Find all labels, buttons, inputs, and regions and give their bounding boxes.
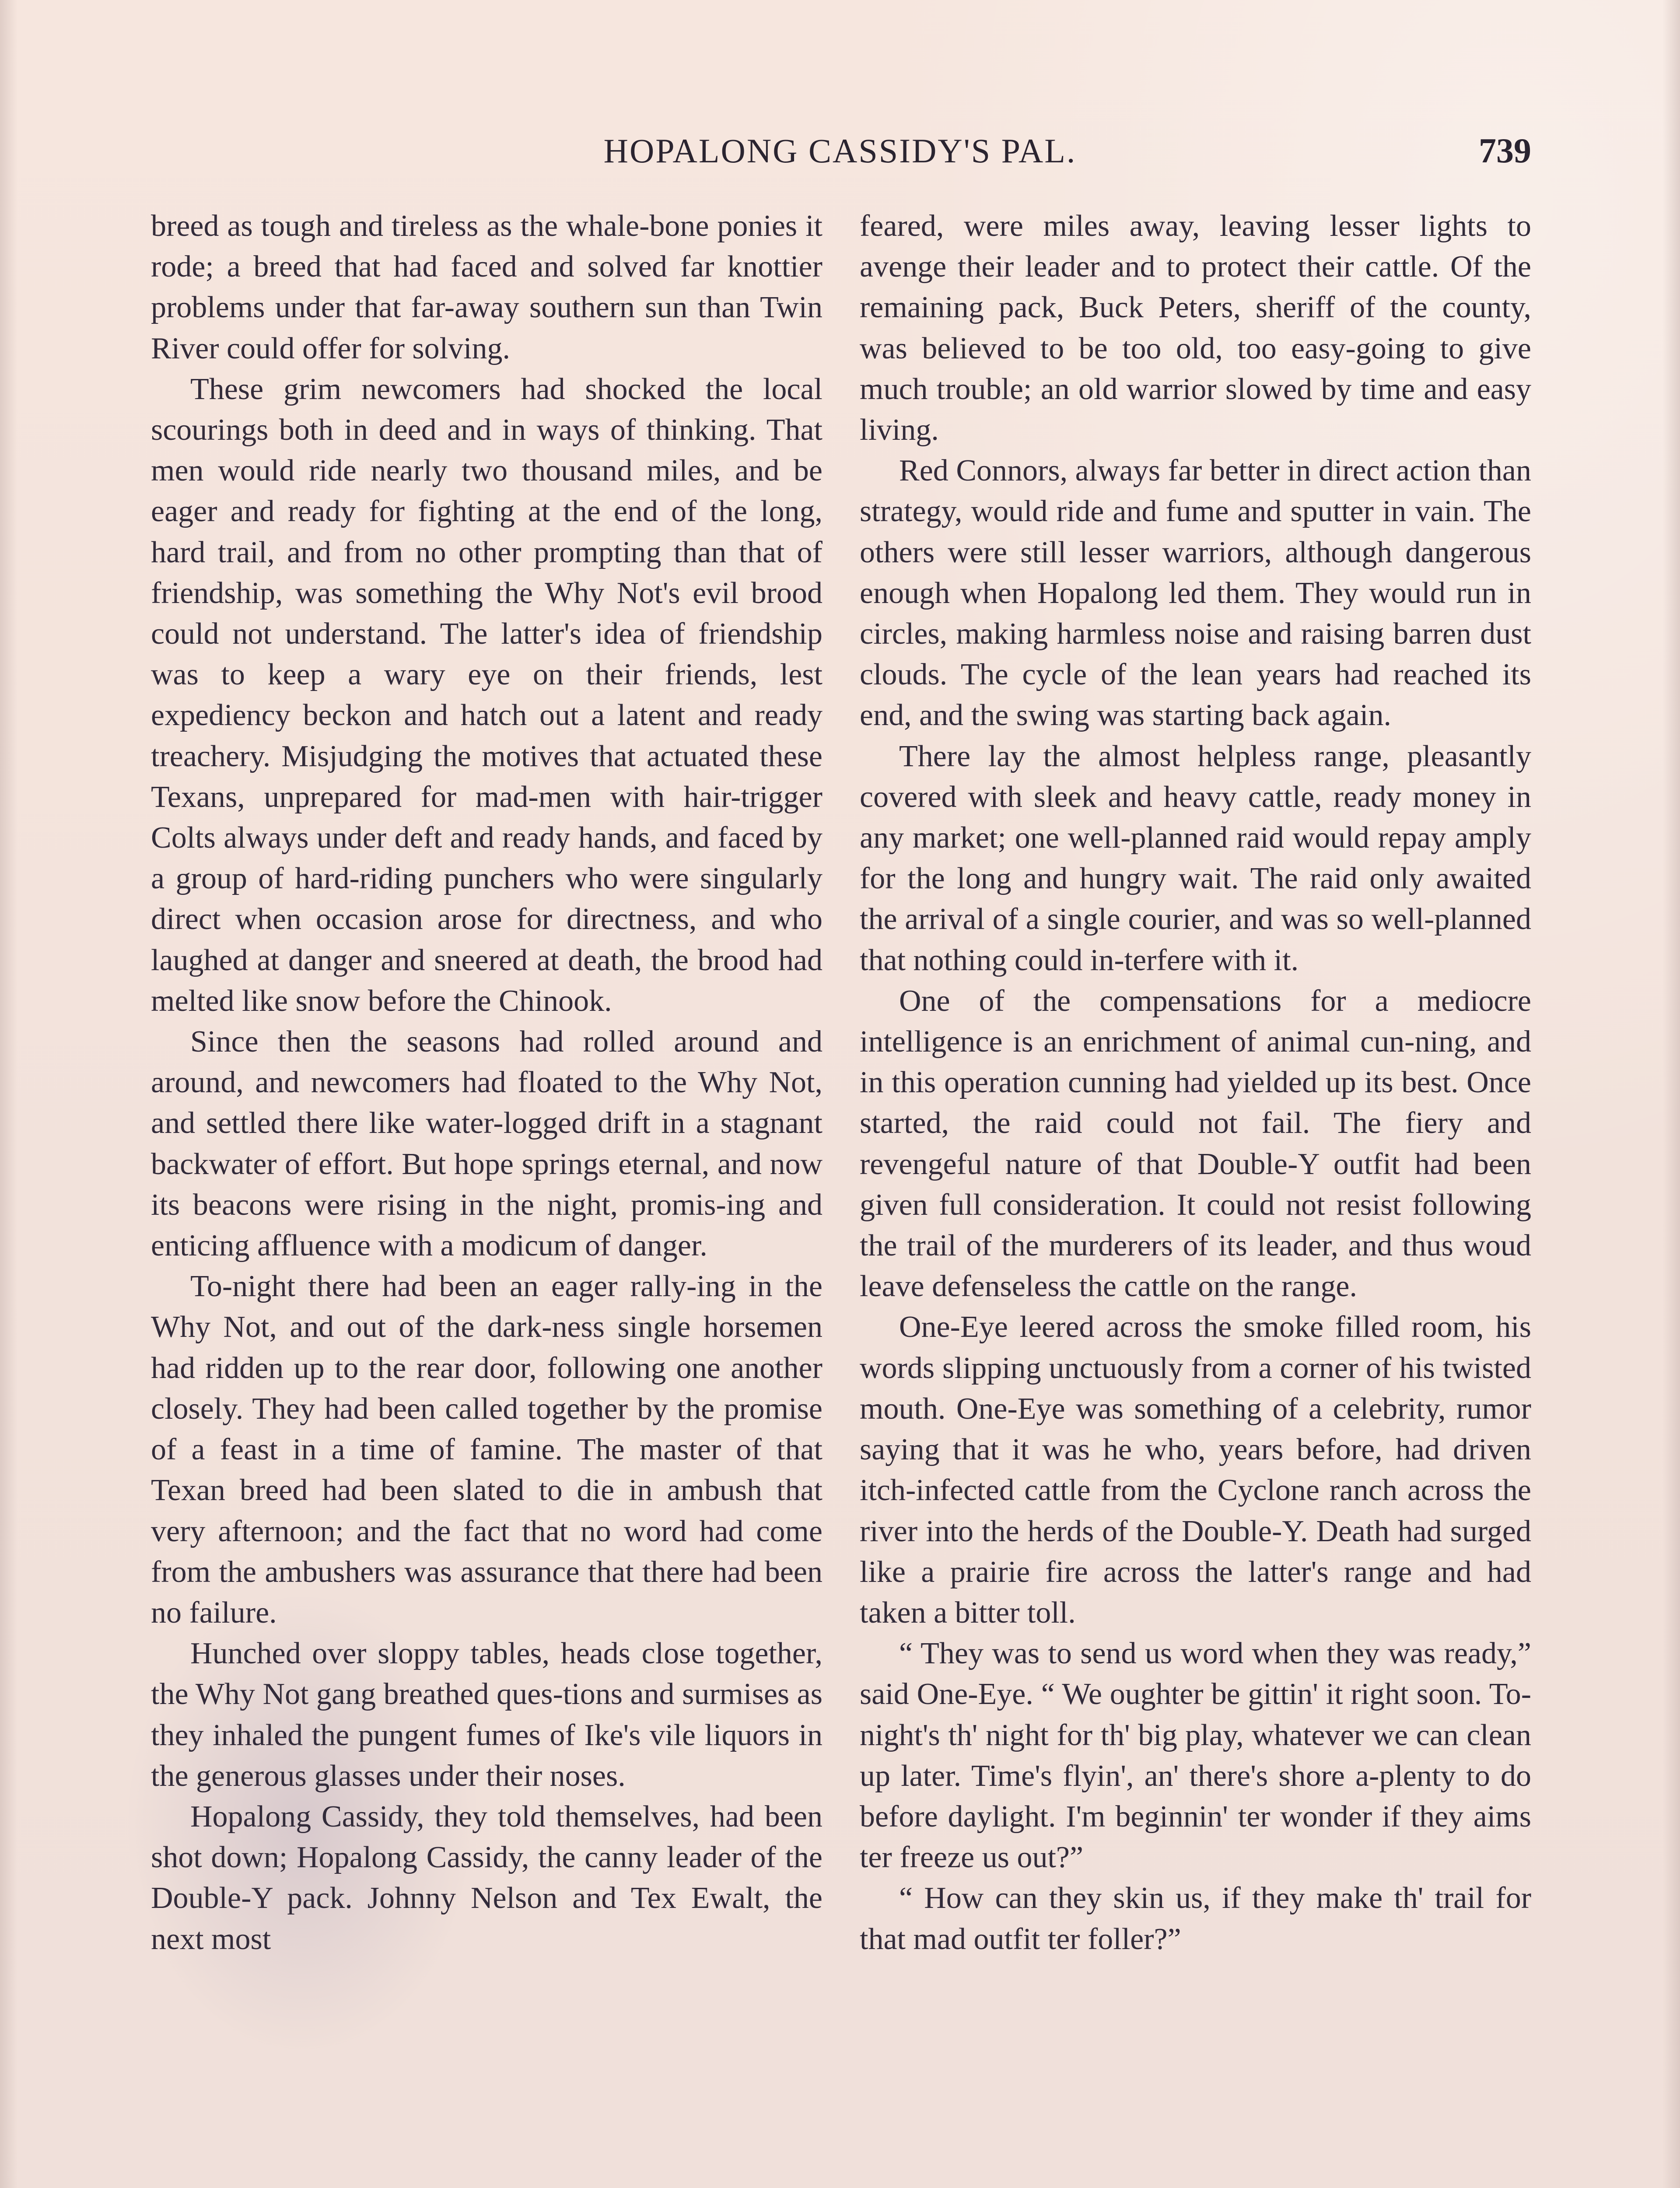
page-header (149, 131, 1531, 179)
paragraph: Red Connors, always far better in direct action than strategy, would ride and fume and sputter in vain. The others were still lesser warriors, although dangerous enough when Hopalong led them. They would run in circles, making harmless noise and raising barren dust clouds. The cycle of the lean years had reached its end, and the swing was starting back again. (860, 454, 1531, 733)
paragraph: breed as tough and tireless as the whale-bone ponies it rode; a breed that had faced and solved far knottier problems under that far-away southern sun than Twin River could offer for solving. (151, 209, 822, 365)
paragraph: These grim newcomers had shocked the local scourings both in deed and in ways of thinking. That men would ride nearly two thousand miles, and be eager and ready for fighting at the end of the long, hard trail, and from no other prompting than that of friendship, was something the Why Not's evil brood could not understand. The latter's idea of friendship was to keep a wary eye on their friends, lest expediency beckon and hatch out a latent and ready treachery. Misjudging the motives that actuated these Texans, unprepared for mad-men with hair-trigger Colts always under deft and ready hands, and faced by a group of hard-riding punchers who were singularly direct when occasion arose for directness, and who laughed at danger and sneered at death, the brood had melted like snow before the Chinook. (151, 372, 822, 1018)
left-column (151, 206, 822, 1960)
paragraph: To-night there had been an eager rally-ing in the Why Not, and out of the dark-ness single horsemen had ridden up to the rear door, following one another closely. They had been called together by the promise of a feast in a time of famine. The master of that Texan breed had been slated to die in ambush that very afternoon; and the fact that no word had come from the ambushers was assurance that there had been no failure. (151, 1269, 822, 1630)
paragraph: “ They was to send us word when they was ready,” said One-Eye. “ We oughter be gittin' it right soon. To-night's th' night for th' big play, whatever we can clean up later. Time's flyin', an' there's shore a-plenty to do before daylight. I'm beginnin' ter wonder if they aims ter freeze us out?” (860, 1637, 1531, 1875)
page-number: 739 (1479, 132, 1531, 170)
page-edge-left (0, 0, 18, 2188)
right-column (860, 206, 1531, 1960)
paragraph: Hunched over sloppy tables, heads close together, the Why Not gang breathed ques-tions and surmises as they inhaled the pungent fumes of Ike's vile liquors in the generous glasses under their noses. (151, 1637, 822, 1793)
paragraph: Since then the seasons had rolled around and around, and newcomers had floated to the Why Not, and settled there like water-logged drift in a stagnant backwater of effort. But hope springs eternal, and now its beacons were rising in the night, promis-ing and enticing affluence with a modicum of danger. (151, 1025, 822, 1263)
paragraph: “ How can they skin us, if they make th' trail for that mad outfit ter foller?” (860, 1881, 1531, 1956)
paragraph: One-Eye leered across the smoke filled room, his words slipping unctuously from a corner of his twisted mouth. One-Eye was something of a celebrity, rumor saying that it was he who, years before, had driven itch-infected cattle from the Cyclone ranch across the river into the herds of the Double-Y. Death had surged like a prairie fire across the latter's range and had taken a bitter toll. (860, 1310, 1531, 1630)
paragraph: There lay the almost helpless range, pleasantly covered with sleek and heavy cattle, ready money in any market; one well-planned raid would repay amply for the long and hungry wait. The raid only awaited the arrival of a single courier, and was so well-planned that nothing could in-terfere with it. (860, 739, 1531, 977)
paragraph: feared, were miles away, leaving lesser lights to avenge their leader and to protect their cattle. Of the remaining pack, Buck Peters, sheriff of the county, was believed to be too old, too easy-going to give much trouble; an old warrior slowed by time and easy living. (860, 209, 1531, 447)
paragraph: One of the compensations for a mediocre intelligence is an enrichment of animal cun-ning, and in this operation cunning had yielded up its best. Once started, the raid could not fail. The fiery and revengeful nature of that Double-Y outfit had been given full consideration. It could not resist following the trail of the murderers of its leader, and thus woud leave defenseless the cattle on the range. (860, 984, 1531, 1304)
running-title: HOPALONG CASSIDY'S PAL. (603, 132, 1077, 170)
paragraph: Hopalong Cassidy, they told themselves, had been shot down; Hopalong Cassidy, the canny leader of the Double-Y pack. Johnny Nelson and Tex Ewalt, the next most (151, 1799, 822, 1956)
page-edge-right (1662, 0, 1680, 2188)
